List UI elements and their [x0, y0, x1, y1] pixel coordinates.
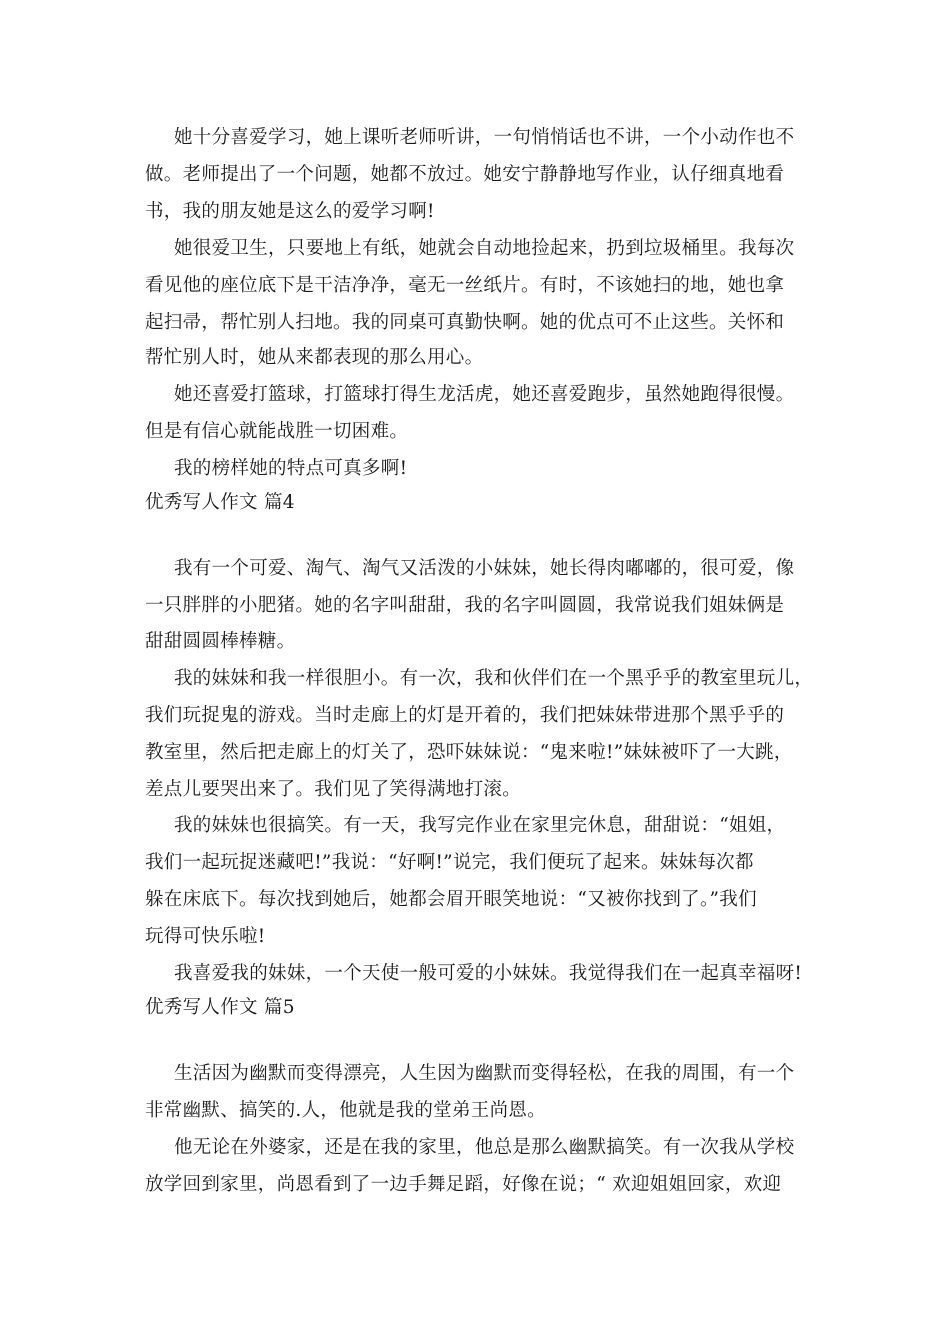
paragraph-line: 但是有信心就能战胜一切困难。	[145, 421, 409, 442]
paragraph-line: 我的榜样她的特点可真多啊!	[174, 458, 408, 479]
paragraph-line: 我的妹妹和我一样很胆小。有一次，我和伙伴们在一个黑乎乎的教室里玩儿，	[174, 668, 814, 689]
paragraph-line: 书，我的朋友她是这么的爱学习啊!	[145, 201, 435, 222]
paragraph-line: 我们玩捉鬼的游戏。当时走廊上的灯是开着的，我们把妹妹带进那个黑乎乎的	[145, 705, 785, 726]
paragraph-line: 她十分喜爱学习，她上课听老师听讲，一句悄悄话也不讲，一个小动作也不	[174, 127, 795, 148]
section-heading: 优秀写人作文 篇5	[145, 997, 295, 1018]
paragraph-line: 帮忙别人时，她从来都表现的那么用心。	[145, 347, 484, 368]
paragraph-line: 甜甜圆圆棒棒糖。	[145, 631, 296, 652]
paragraph-line: 他无论在外婆家，还是在我的家里，他总是那么幽默搞笑。有一次我从学校	[174, 1137, 795, 1158]
paragraph-line: 教室里，然后把走廊上的灯关了，恐吓妹妹说：“鬼来啦!”妹妹被吓了一大跳，	[145, 742, 793, 763]
paragraph-line: 躲在床底下。每次找到她后，她都会眉开眼笑地说：“又被你找到了。”我们	[145, 889, 757, 910]
paragraph-line: 我的妹妹也很搞笑。有一天，我写完作业在家里完休息，甜甜说：“姐姐，	[174, 815, 786, 836]
paragraph-line: 她还喜爱打篮球，打篮球打得生龙活虎，她还喜爱跑步，虽然她跑得很慢。	[174, 384, 795, 405]
paragraph-line: 我们一起玩捉迷藏吧!”我说：“好啊!”说完，我们便玩了起来。妹妹每次都	[145, 852, 754, 873]
paragraph-line: 放学回到家里，尚恩看到了一边手舞足蹈，好像在说；“ 欢迎姐姐回家，欢迎	[145, 1174, 782, 1195]
paragraph-line: 非常幽默、搞笑的.人，他就是我的堂弟王尚恩。	[145, 1100, 546, 1121]
paragraph-line: 一只胖胖的小肥猪。她的名字叫甜甜，我的名字叫圆圆，我常说我们姐妹俩是	[145, 595, 785, 616]
paragraph-line: 生活因为幽默而变得漂亮，人生因为幽默而变得轻松，在我的周围，有一个	[174, 1063, 795, 1084]
paragraph-line: 起扫帚，帮忙别人扫地。我的同桌可真勤快啊。她的优点可不止这些。关怀和	[145, 312, 785, 333]
paragraph-line: 我有一个可爱、淘气、淘气又活泼的小妹妹，她长得肉嘟嘟的，很可爱，像	[174, 558, 795, 579]
paragraph-line: 差点儿要哭出来了。我们见了笑得满地打滚。	[145, 779, 522, 800]
paragraph-line: 她很爱卫生，只要地上有纸，她就会自动地捡起来，扔到垃圾桶里。我每次	[174, 238, 795, 259]
section-heading: 优秀写人作文 篇4	[145, 492, 295, 513]
paragraph-line: 看见他的座位底下是干洁净净，毫无一丝纸片。有时，不该她扫的地，她也拿	[145, 275, 785, 296]
paragraph-line: 我喜爱我的妹妹，一个天使一般可爱的小妹妹。我觉得我们在一起真幸福呀!	[174, 963, 803, 984]
paragraph-line: 做。老师提出了一个问题，她都不放过。她安宁静静地写作业，认仔细真地看	[145, 164, 785, 185]
paragraph-line: 玩得可快乐啦!	[145, 926, 266, 947]
